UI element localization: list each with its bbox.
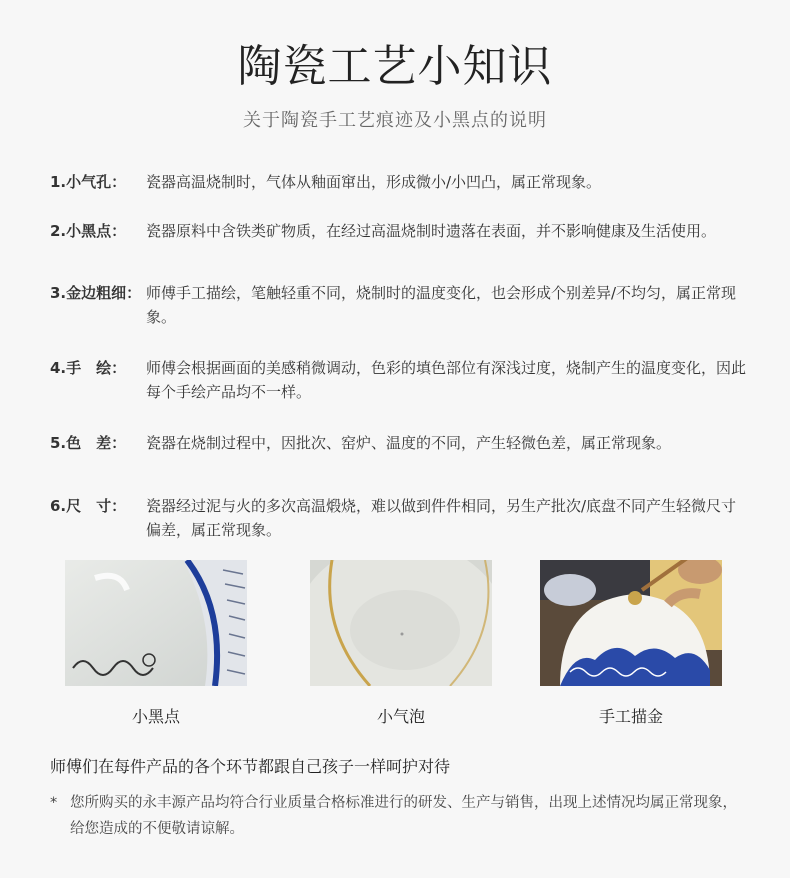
page-title: 陶瓷工艺小知识 <box>237 41 553 92</box>
item-label: 3.金边粗细： <box>50 284 142 302</box>
caption-gold-painting: 手工描金 <box>598 707 663 726</box>
item-label: 4.手 绘： <box>50 359 127 377</box>
item-text: 瓷器原料中含铁类矿物质，在经过高温烧制时遗落在表面，并不影响健康及生活使用。 <box>146 222 717 240</box>
bubble-photo <box>310 560 492 686</box>
knowledge-item-color-difference <box>50 431 750 455</box>
item-text: 瓷器在烧制过程中，因批次、窑炉、温度的不同，产生轻微色差，属正常现象。 <box>146 434 672 452</box>
item-text: 瓷器高温烧制时，气体从釉面窜出，形成微小/小凹凸，属正常现象。 <box>146 173 602 191</box>
item-text: 师傅会根据画面的美感稍微调动，色彩的填色部位有深浅过度，烧制产生的温度变化，因此每个手绘产品均不一样。 <box>146 359 747 401</box>
knowledge-item-black-spots <box>50 219 750 243</box>
black-spot-photo <box>65 560 247 686</box>
knowledge-item-hand-painting <box>50 356 750 404</box>
caption-black-spot: 小黑点 <box>131 707 180 726</box>
note-asterisk: * <box>50 795 58 811</box>
knowledge-item-size <box>50 494 750 542</box>
disclaimer-note <box>50 790 750 842</box>
item-text: 瓷器经过泥与火的多次高温煅烧，难以做到件件相同，另生产批次/底盘不同产生轻微尺寸偏差，属正常现象。 <box>146 497 737 539</box>
item-label: 6.尺 寸： <box>50 497 127 515</box>
item-label: 1.小气孔： <box>50 173 127 191</box>
knowledge-item-gold-rim <box>50 281 750 329</box>
item-label: 2.小黑点： <box>50 222 127 240</box>
item-label: 5.色 差： <box>50 434 127 452</box>
note-text: 您所购买的永丰源产品均符合行业质量合格标准进行的研发、生产与销售，出现上述情况均属正常现象，给您造成的不便敬请谅解。 <box>70 795 737 837</box>
page-subtitle: 关于陶瓷手工艺痕迹及小黑点的说明 <box>243 110 547 131</box>
item-text: 师傅手工描绘，笔触轻重不同，烧制时的温度变化，也会形成个别差异/不均匀，属正常现象。 <box>146 284 737 326</box>
gold-painting-photo <box>540 560 722 686</box>
knowledge-item-pores <box>50 170 750 194</box>
caption-bubble: 小气泡 <box>376 707 425 726</box>
craftsman-slogan: 师傅们在每件产品的各个环节都跟自己孩子一样呵护对待 <box>50 757 451 776</box>
